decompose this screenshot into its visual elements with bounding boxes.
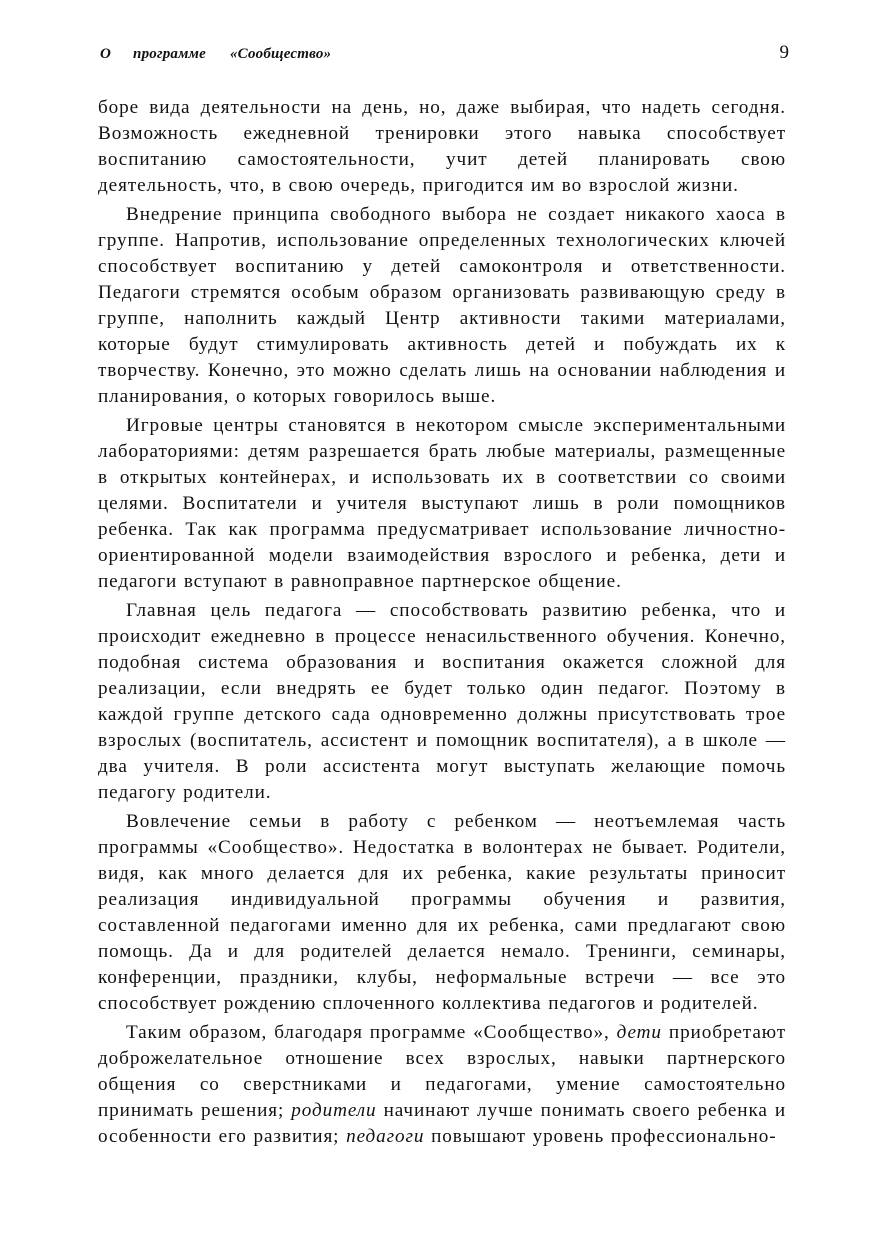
paragraph: [98, 1020, 786, 1150]
running-header-word: О: [100, 46, 112, 62]
page-number: 9: [779, 42, 789, 63]
paragraph-segment: начинают лучше понимать своего ребенка и особенности его развития;: [98, 1100, 786, 1147]
paragraph: Вовлечение семьи в работу с ребенком — неотъемлемая часть программы «Сообщество». Недостатка в волонтерах не бывает. Родители, видя, как много делается для их ребенка, какие результаты приносит реализация индивидуальной программы обучения и развития, составленной педагогами именно для их ребенка, сами предлагают свою помощь. Да и для родителей делается немало. Тренинги, семинары, конференции, праздники, клубы, неформальные встречи — все это способствует рождению сплоченного коллектива педагогов и родителей.: [98, 811, 786, 1014]
running-header-word: «Сообщество»: [229, 46, 332, 62]
emphasized-term: родители: [291, 1100, 377, 1121]
running-header-word: программе: [133, 46, 206, 62]
paragraph: Внедрение принципа свободного выбора не создает никакого хаоса в группе. Напротив, использование определенных технологических ключей способствует воспитанию у детей самоконтроля и ответственности. Педагоги стремятся особым образом организовать развивающую среду в группе, наполнить каждый Центр активности такими материалами, которые будут стимулировать активность детей и побуждать их к творчеству. Конечно, это можно сделать лишь на основании наблюдения и планирования, о которых говорилось выше.: [98, 204, 786, 407]
paragraph: боре вида деятельности на день, но, даже выбирая, что надеть сегодня. Возможность ежедневной тренировки этого навыка способствует воспитанию самостоятельности, учит детей планировать свою деятельность, что, в свою очередь, пригодится им во взрослой жизни.: [98, 97, 786, 196]
emphasized-term: дети: [616, 1022, 662, 1043]
running-header: [100, 46, 331, 63]
paragraph: Игровые центры становятся в некотором смысле экспериментальными лабораториями: детям разрешается брать любые материалы, размещенные в открытых контейнерах, и использовать их в соответствии со своими целями. Воспитатели и учителя выступают лишь в роли помощников ребенка. Так как программа предусматривает использование личностно-ориентированной модели взаимодействия взрослого и ребенка, дети и педагоги вступают в равноправное партнерское общение.: [98, 415, 786, 592]
paragraph-segment: приобретают доброжелательное отношение всех взрослых, навыки партнерского общения со сверстниками и педагогами, умение самостоятельно принимать решения;: [98, 1022, 786, 1121]
paragraph-segment: повышают уровень профессионально-: [424, 1126, 777, 1147]
paragraph-segment: Таким образом, благодаря программе «Сообщество»,: [126, 1022, 617, 1043]
emphasized-term: педагоги: [346, 1126, 425, 1147]
paragraph: Главная цель педагога — способствовать развитию ребенка, что и происходит ежедневно в процессе ненасильственного обучения. Конечно, подобная система образования и воспитания окажется сложной для реализации, если внедрять ее будет только один педагог. Поэтому в каждой группе детского сада одновременно должны присутствовать трое взрослых (воспитатель, ассистент и помощник воспитателя), а в школе — два учителя. В роли ассистента могут выступать желающие помочь педагогу родители.: [98, 600, 786, 803]
body-text: [98, 95, 786, 1150]
